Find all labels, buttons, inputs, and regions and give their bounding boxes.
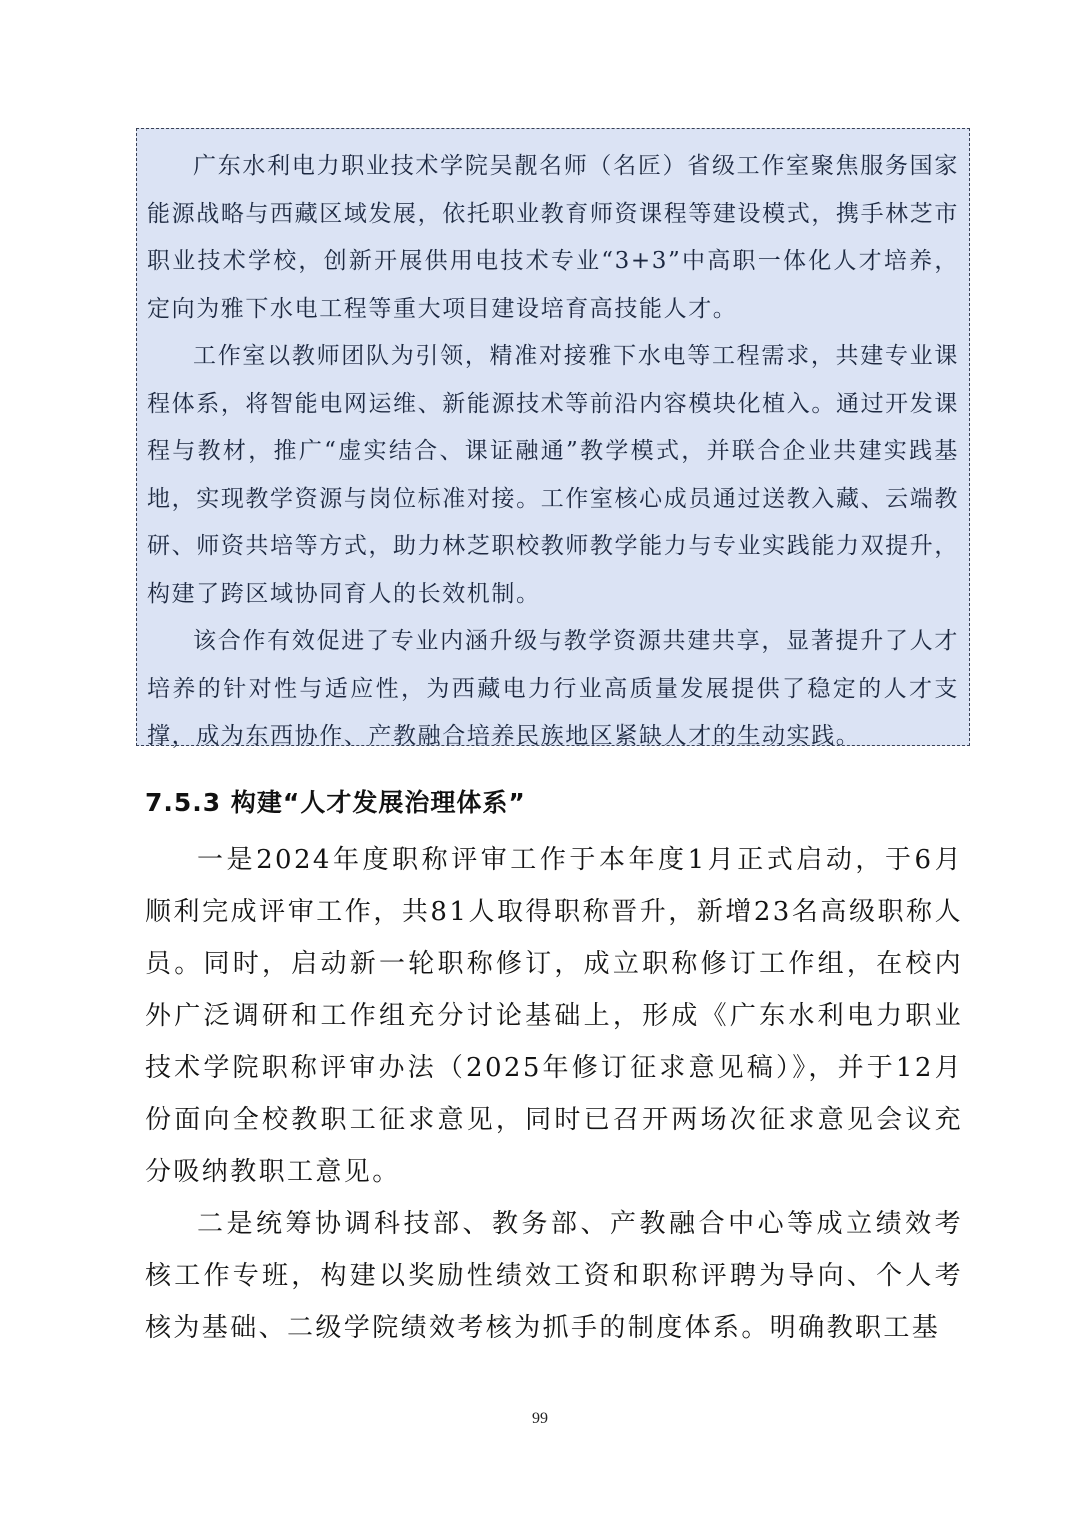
body-paragraph: 二是统筹协调科技部、教务部、产教融合中心等成立绩效考核工作专班，构建以奖励性绩效工资和职称评聘为导向、个人考核为基础、二级学院绩效考核为抓手的制度体系。明确教职工基 bbox=[145, 1209, 963, 1343]
case-study-callout-box bbox=[136, 128, 970, 749]
page-number: 99 bbox=[532, 1410, 548, 1427]
callout-paragraph: 该合作有效促进了专业内涵升级与教学资源共建共享，显著提升了人才培养的针对性与适应性，为西藏电力行业高质量发展提供了稳定的人才支撑，成为东西协作、产教融合培养民族地区紧缺人才的生动实践。 bbox=[147, 628, 959, 749]
callout-paragraph: 广东水利电力职业技术学院吴靓名师（名匠）省级工作室聚焦服务国家能源战略与西藏区域发展，依托职业教育师资课程等建设模式，携手林芝市职业技术学校，创新开展供用电技术专业“3+3”中高职一体化人才培养，定向为雅下水电工程等重大项目建设培育高技能人才。 bbox=[147, 153, 959, 322]
section-body bbox=[145, 834, 963, 1354]
callout-paragraph: 工作室以教师团队为引领，精准对接雅下水电等工程需求，共建专业课程体系，将智能电网运维、新能源技术等前沿内容模块化植入。通过开发课程与教材，推广“虚实结合、课证融通”教学模式，并联合企业共建实践基地，实现教学资源与岗位标准对接。工作室核心成员通过送教入藏、云端教研、师资共培等方式，助力林芝职校教师教学能力与专业实践能力双提升，构建了跨区域协同育人的长效机制。 bbox=[147, 343, 959, 607]
body-paragraph: 一是2024年度职称评审工作于本年度1月正式启动，于6月顺利完成评审工作，共81人取得职称晋升，新增23名高级职称人员。同时，启动新一轮职称修订，成立职称修订工作组，在校内外广泛调研和工作组充分讨论基础上，形成《广东水利电力职业技术学院职称评审办法（2025年修订征求意见稿）》，并于12月份面向全校教职工征求意见，同时已召开两场次征求意见会议充分吸纳教职工意见。 bbox=[145, 845, 963, 1187]
section-heading: 7.5.3 构建“人才发展治理体系” bbox=[145, 788, 526, 817]
